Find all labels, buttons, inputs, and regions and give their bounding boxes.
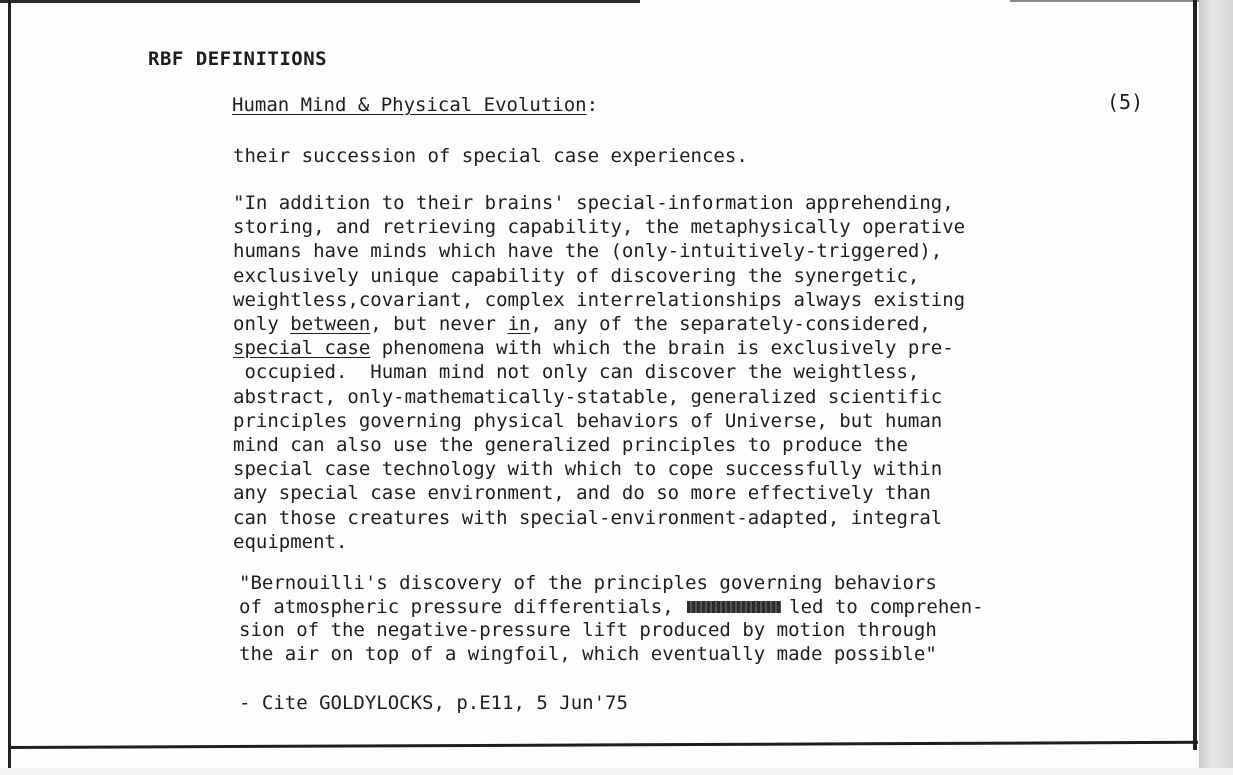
quote-line: special case technology with which to cope successfully within [233,458,943,481]
quote-line: equipment. [233,530,348,553]
quote-line: the air on top of a wingfoil, which eventually made possible" [239,642,937,665]
quote-line: weightless,covariant, complex interrelationships always existing [233,288,966,311]
text-fragment: , any of the separately-considered, [530,313,931,336]
quote-line: storing, and retrieving capability, the metaphysically operative [233,216,966,239]
page-number: (5) [1107,90,1144,114]
continuation-line: their succession of special case experiences. [233,145,748,167]
quote-line: "In addition to their brains' special-information apprehending, [233,192,954,214]
section-heading-title: Human Mind & Physical Evolution [232,94,587,116]
page-title: RBF DEFINITIONS [148,48,328,70]
citation: - Cite GOLDYLOCKS, p.E11, 5 Jun'75 [239,692,628,714]
redaction-mark [687,601,781,613]
quote-line: can those creatures with special-environment-adapted, integral [233,506,943,529]
quote-line [239,596,1159,620]
quote-paragraph-2 [239,572,1159,666]
quote-paragraph-1 [233,191,1153,554]
underlined-word-in: in [507,313,531,336]
text-fragment: phenomena with which the brain is exclusively pre- [370,337,954,360]
underlined-special-case: special case [233,337,371,360]
quote-line: principles governing physical behaviors of Universe, but human [233,409,943,432]
frame-right-rule [1193,0,1197,750]
quote-line: abstract, only-mathematically-statable, generalized scientific [233,385,943,408]
page-binding-edge [1199,0,1233,775]
section-heading-colon: : [586,94,599,116]
quote-line: exclusively unique capability of discovering the synergetic, [233,264,920,287]
quote-line: sion of the negative-pressure lift produced by motion through [239,619,937,641]
quote-line [233,336,1153,360]
text-fragment: , but never [370,313,508,336]
quote-line: humans have minds which have the (only-intuitively-triggered), [233,240,943,263]
section-heading [232,94,598,116]
quote-line: "Bernouilli's discovery of the principles governing behaviors [239,572,937,594]
frame-top-rule [0,0,640,3]
quote-line: any special case environment, and do so more effectively than [233,482,931,505]
quote-line: occupied. Human mind not only can discover the weightless, [233,361,920,384]
quote-line [233,312,1153,336]
underlined-word-between: between [290,313,371,336]
text-fragment: led to comprehen- [789,595,984,618]
frame-bottom-rule [8,741,1198,749]
frame-left-rule [8,0,11,775]
text-fragment: of atmospheric pressure differentials, [239,595,674,618]
quote-line: mind can also use the generalized principles to produce the [233,434,908,457]
page-bottom-edge [0,768,1233,775]
frame-top-rule-right [1010,0,1200,2]
text-fragment: only [233,313,291,336]
